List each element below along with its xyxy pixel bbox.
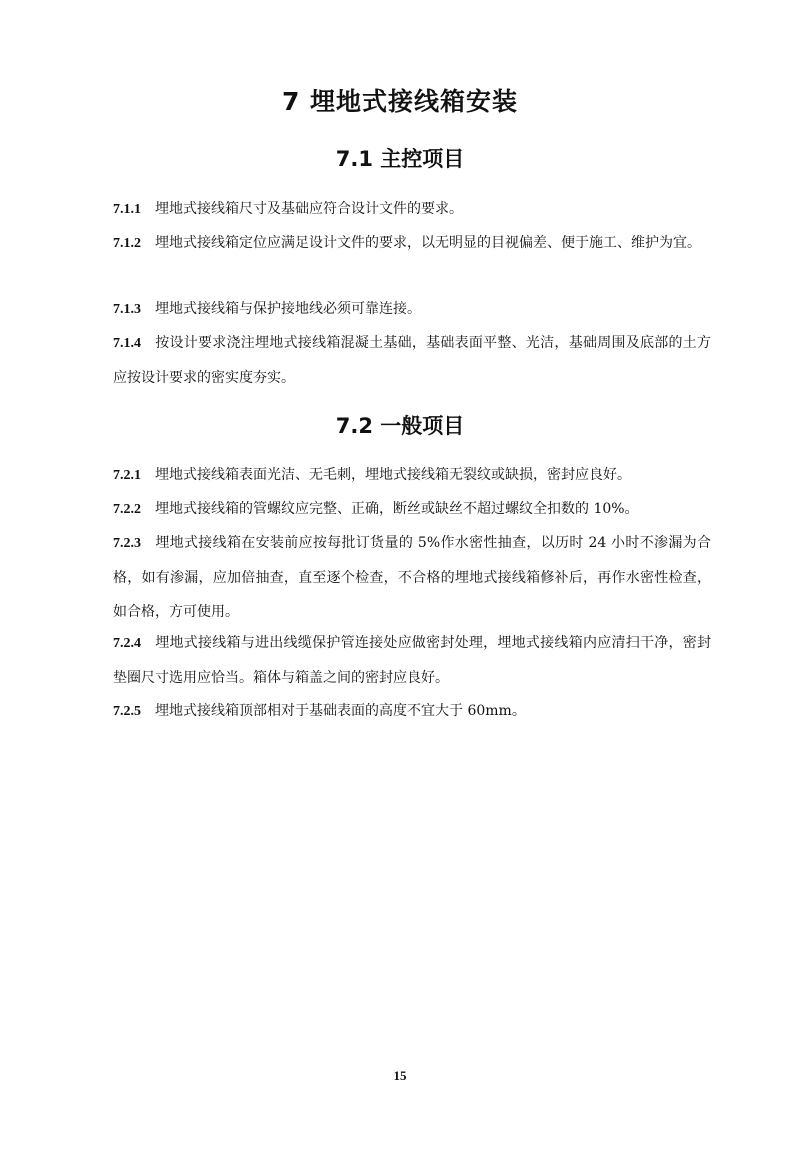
clause-text: 埋地式接线箱与进出线缆保护管连接处应做密封处理，埋地式接线箱内应清扫干净，密封垫圈尺寸选用应恰当。箱体与箱盖之间的密封应良好。 <box>113 635 711 686</box>
clause-text: 埋地式接线箱顶部相对于基础表面的高度不宜大于 60mm。 <box>155 703 526 719</box>
clause-text: 埋地式接线箱在安装前应按每批订货量的 5%作水密性抽查，以历时 24 小时不渗漏为合格，如有渗漏，应加倍抽查，直至逐个检查，不合格的埋地式接线箱修补后，再作水密性检查，如合格，方可使用。 <box>113 535 711 620</box>
clause-number: 7.2.4 <box>113 636 141 651</box>
clause-number: 7.1.2 <box>113 236 141 251</box>
clause-number: 7.2.2 <box>113 502 141 517</box>
clause-7-2-4 <box>113 626 711 695</box>
clause-7-1-1 <box>113 192 711 227</box>
clause-7-1-3 <box>113 292 711 327</box>
clause-7-2-3 <box>113 526 711 629</box>
page-number: 15 <box>393 1068 407 1083</box>
clause-number: 7.2.1 <box>113 468 141 483</box>
clause-text: 埋地式接线箱定位应满足设计文件的要求，以无明显的目视偏差、便于施工、维护为宜。 <box>155 235 701 251</box>
clause-7-2-1 <box>113 458 711 493</box>
clause-text: 按设计要求浇注埋地式接线箱混凝土基础，基础表面平整、光洁，基础周围及底部的土方应按设计要求的密实度夯实。 <box>113 335 711 386</box>
clause-text: 埋地式接线箱尺寸及基础应符合设计文件的要求。 <box>155 201 463 217</box>
clause-text: 埋地式接线箱表面光洁、无毛刺，埋地式接线箱无裂纹或缺损，密封应良好。 <box>155 467 631 483</box>
section-title-7-1: 7.1 主控项目 <box>335 147 465 171</box>
clause-number: 7.2.3 <box>113 536 141 551</box>
clause-number: 7.1.4 <box>113 336 141 351</box>
section-title-7-2: 7.2 一般项目 <box>335 414 465 438</box>
clause-7-1-4 <box>113 326 711 395</box>
clause-7-2-5 <box>113 694 711 729</box>
clause-text: 埋地式接线箱与保护接地线必须可靠连接。 <box>155 301 421 317</box>
clause-number: 7.2.5 <box>113 704 141 719</box>
clause-text: 埋地式接线箱的管螺纹应完整、正确，断丝或缺丝不超过螺纹全扣数的 10%。 <box>155 501 639 517</box>
clause-number: 7.1.3 <box>113 302 141 317</box>
clause-7-2-2 <box>113 492 711 527</box>
clause-7-1-2 <box>113 226 711 261</box>
clause-number: 7.1.1 <box>113 202 141 217</box>
chapter-title: 7 埋地式接线箱安装 <box>281 87 519 116</box>
